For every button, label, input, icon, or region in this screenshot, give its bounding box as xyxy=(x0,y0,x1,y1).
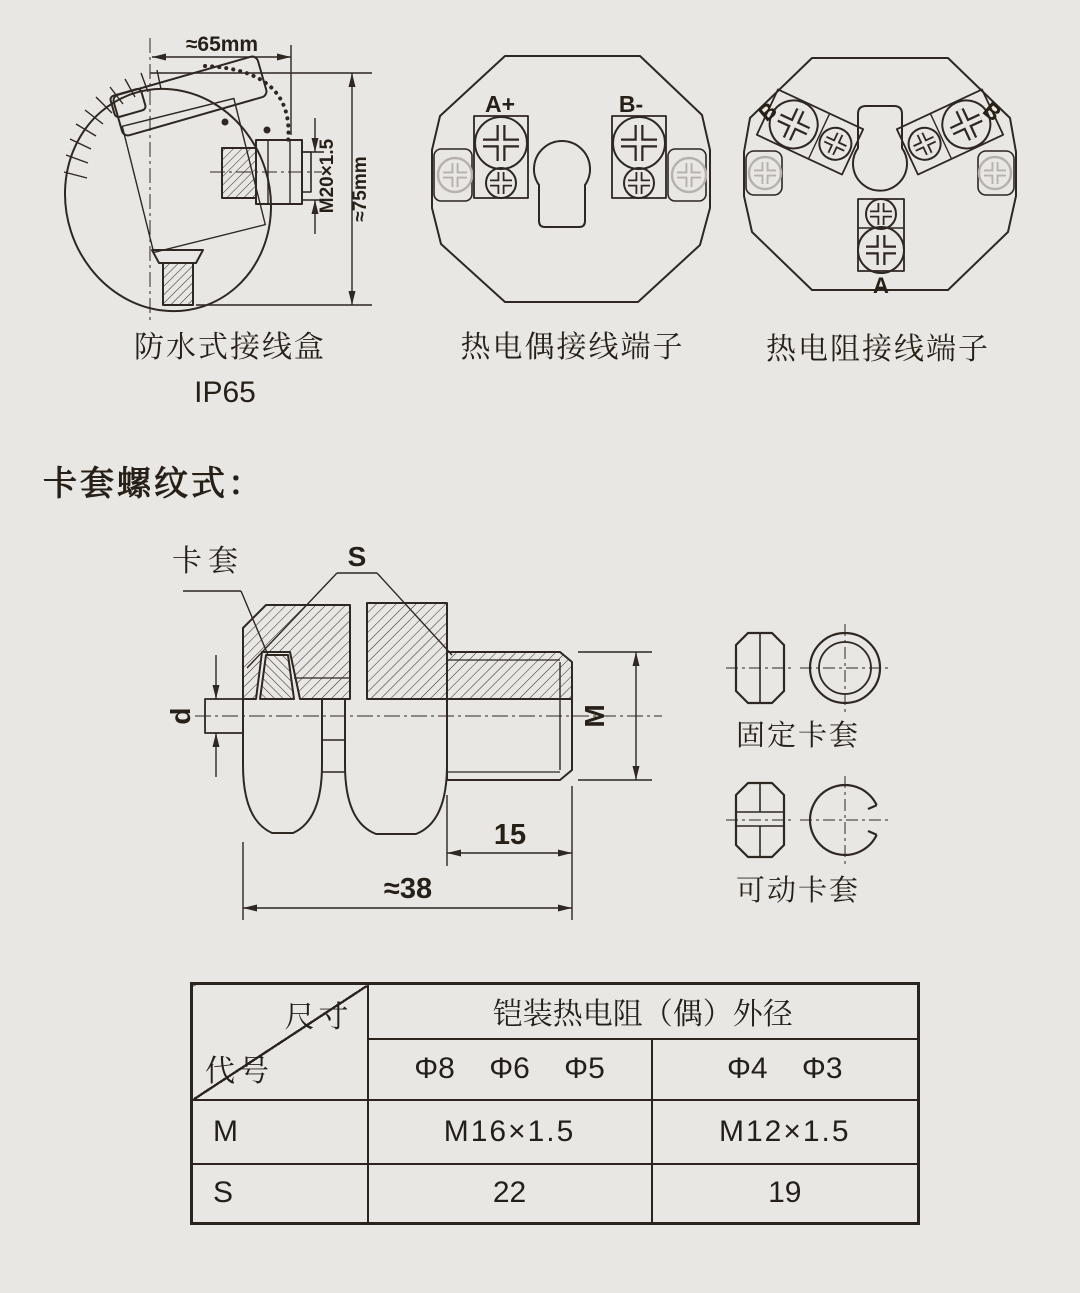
total-length-label: ≈38 xyxy=(383,873,433,905)
terminal-a-label: A xyxy=(873,273,889,298)
cap-chain xyxy=(205,66,289,142)
thread-length-label: 15 xyxy=(493,819,527,851)
terminal-b-right-label: B xyxy=(978,96,1007,127)
corner-dimension-label: 尺寸 xyxy=(284,1001,353,1034)
rtd-terminal-drawing xyxy=(740,40,1030,320)
junction-box-rating: IP65 xyxy=(194,376,256,409)
movable-ferrule-front-view xyxy=(800,776,890,864)
terminal-block-right xyxy=(612,116,666,198)
spec-table xyxy=(190,982,920,1225)
side-screw-left xyxy=(749,157,781,189)
thermocouple-caption: 热电偶接线端子 xyxy=(460,331,685,364)
fixed-ferrule-side-view xyxy=(726,633,794,703)
dim-height-label: ≈75mm xyxy=(350,156,371,222)
fixed-ferrule-front-view xyxy=(800,624,890,712)
dim-width-label: ≈65mm xyxy=(185,33,259,56)
terminal-block-b-left xyxy=(757,89,863,174)
fitting-body xyxy=(183,573,662,834)
keyhole xyxy=(534,141,590,227)
rtd-caption: 热电阻接线端子 xyxy=(766,333,990,366)
section-title: 卡套螺纹式： xyxy=(43,465,265,503)
corner-code-label: 代号 xyxy=(205,1054,273,1088)
table-row-m-value2: M12×1.5 xyxy=(652,1100,919,1164)
movable-ferrule-caption: 可动卡套 xyxy=(735,875,860,907)
table-subheader-large: Φ8 Φ6 Φ5 xyxy=(368,1039,652,1100)
ferrule-views-drawing xyxy=(700,600,930,920)
rtd-head xyxy=(744,58,1016,290)
table-row-s-value2: 19 xyxy=(652,1164,919,1224)
terminal-block-b-right xyxy=(897,89,1003,174)
fixed-ferrule-caption: 固定卡套 xyxy=(735,720,860,752)
thermocouple-terminal-drawing xyxy=(425,40,715,320)
table-row-m-label: M xyxy=(192,1100,368,1164)
terminal-b-left-label: B xyxy=(753,96,782,127)
lid-ribs xyxy=(64,70,161,178)
thermocouple-head xyxy=(432,56,710,302)
table-span-header: 铠装热电阻（偶）外径 xyxy=(368,984,919,1039)
table-row-s-label: S xyxy=(192,1164,368,1224)
side-screw-right xyxy=(672,158,706,192)
junction-box-caption: 防水式接线盒 xyxy=(134,331,326,364)
compression-fitting-drawing xyxy=(160,530,670,930)
side-screw-right xyxy=(979,157,1011,189)
table-subheader-small: Φ4 Φ3 xyxy=(652,1039,919,1100)
terminal-a-plus-label: A+ xyxy=(484,91,516,117)
terminal-block-a xyxy=(858,199,904,273)
terminal-b-minus-label: B- xyxy=(618,91,644,117)
movable-ferrule-side-view xyxy=(726,783,794,857)
junction-box-body xyxy=(36,38,322,338)
terminal-block-left xyxy=(474,116,528,198)
table-row-s-value1: 22 xyxy=(368,1164,652,1224)
ferrule-section xyxy=(260,655,294,699)
side-screw-left xyxy=(438,158,472,192)
junction-box-drawing xyxy=(40,30,390,330)
thread-size-label: M xyxy=(579,704,610,728)
keyhole xyxy=(853,106,907,191)
ferrule-label: 卡套 xyxy=(172,545,244,578)
probe-dia-label: d xyxy=(165,707,196,725)
table-corner-cell xyxy=(192,984,368,1100)
wrench-size-label: S xyxy=(347,541,367,572)
dim-thread-label: M20×1.5 xyxy=(317,138,338,214)
table-row-m-value1: M16×1.5 xyxy=(368,1100,652,1164)
